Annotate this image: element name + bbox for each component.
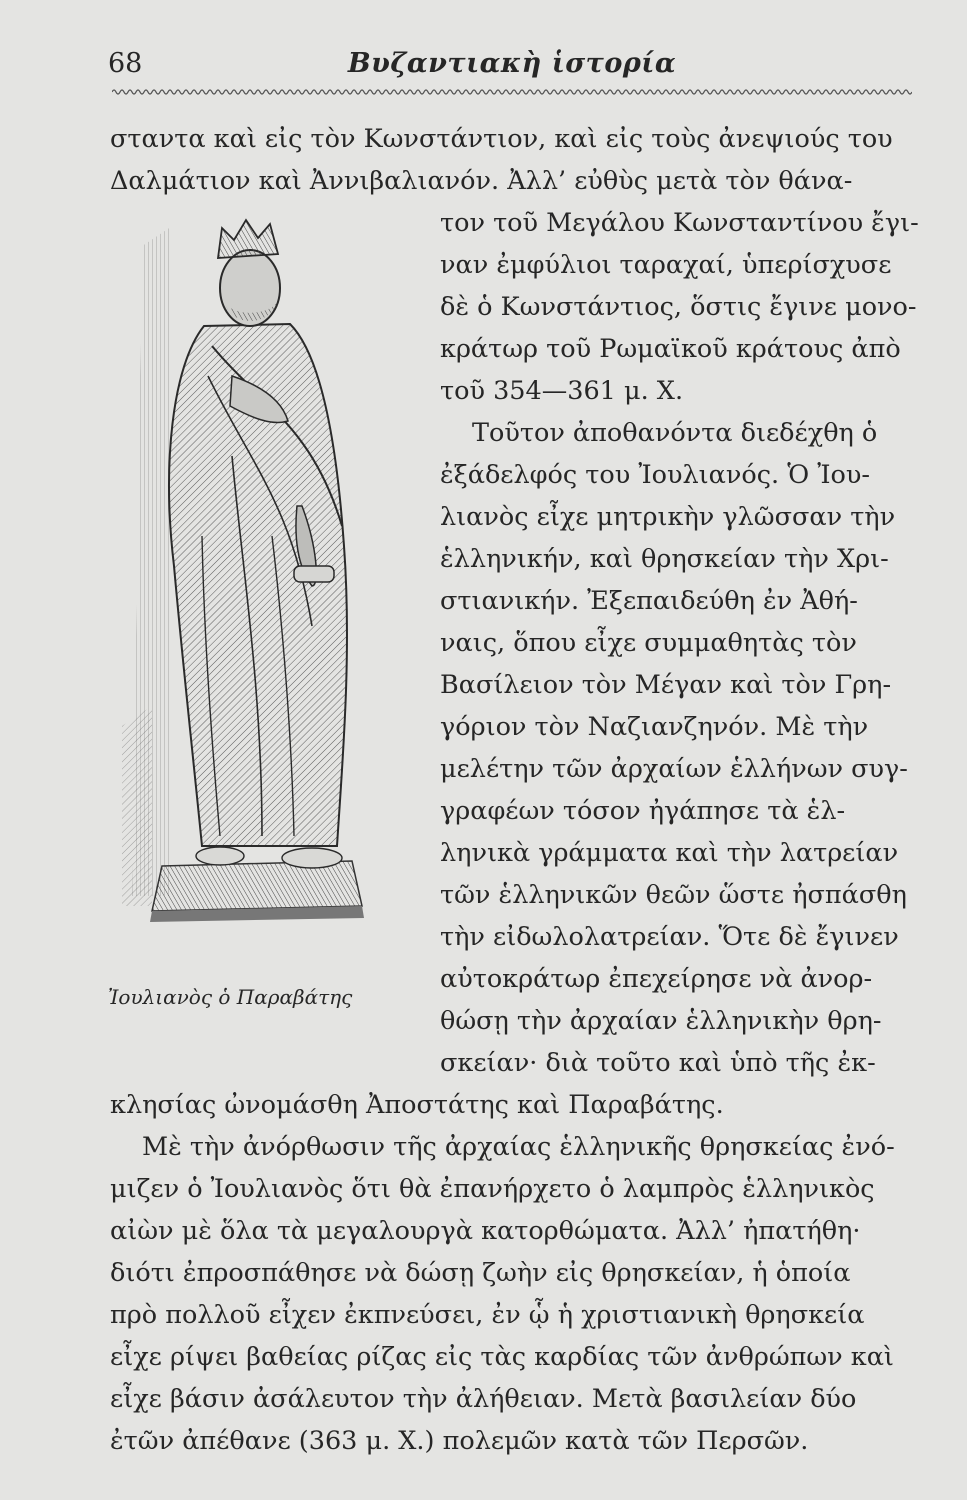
page-number: 68 xyxy=(108,48,143,79)
figure-caption: Ἰουλιανὸς ὁ Παραβάτης xyxy=(108,985,353,1009)
text-line: ἐξάδελφός του Ἰουλιανός. Ὁ Ἰου- xyxy=(440,460,870,490)
text-line: γραφέων τόσον ἠγάπησε τὰ ἑλ- xyxy=(440,796,846,826)
text-line: μιζεν ὁ Ἰουλιανὸς ὅτι θὰ ἐπανήρχετο ὁ λαμπρὸς ἑλληνικὸς xyxy=(110,1174,875,1204)
text-line: αὐτοκράτωρ ἐπεχείρησε νὰ ἀνορ- xyxy=(440,964,873,994)
text-line: εἶχε ρίψει βαθείας ρίζας εἰς τὰς καρδίας τῶν ἀνθρώπων καὶ xyxy=(110,1342,894,1372)
text-line: διότι ἐπροσπάθησε νὰ δώσῃ ζωὴν εἰς θρησκείαν, ἡ ὁποία xyxy=(110,1258,851,1288)
text-line: Τοῦτον ἀποθανόντα διεδέχθη ὁ xyxy=(472,418,878,448)
text-line: Μὲ τὴν ἀνόρθωσιν τῆς ἀρχαίας ἑλληνικῆς θρησκείας ἐνό- xyxy=(142,1132,895,1162)
text-line: τοῦ 354—361 μ. Χ. xyxy=(440,376,684,406)
text-line: ἑλληνικήν, καὶ θρησκείαν τὴν Χρι- xyxy=(440,544,889,574)
statue-of-julian-engraving-icon xyxy=(112,206,428,934)
text-line: γόριον τὸν Ναζιανζηνόν. Μὲ τὴν xyxy=(440,712,869,742)
running-title: Βυζαντιακὴ ἱστορία xyxy=(347,48,677,79)
header-wavy-rule xyxy=(112,86,912,98)
text-line: λιανὸς εἶχε μητρικὴν γλῶσσαν τὴν xyxy=(440,502,896,532)
text-line: κράτωρ τοῦ Ρωμαϊκοῦ κράτους ἀπὸ xyxy=(440,334,901,364)
text-line: αἰὼν μὲ ὅλα τὰ μεγαλουργὰ κατορθώματα. Ἀλλ’ ἠπατήθη· xyxy=(110,1216,861,1246)
text-line: τον τοῦ Μεγάλου Κωνσταντίνου ἔγι- xyxy=(440,208,919,238)
text-line: ληνικὰ γράμματα καὶ τὴν λατρείαν xyxy=(440,838,899,868)
text-line: ναν ἐμφύλιοι ταραχαί, ὑπερίσχυσε xyxy=(440,250,892,280)
text-line: Βασίλειον τὸν Μέγαν καὶ τὸν Γρη- xyxy=(440,670,892,700)
text-line: θώσῃ τὴν ἀρχαίαν ἑλληνικὴν θρη- xyxy=(440,1006,882,1036)
text-line: στιανικήν. Ἐξεπαιδεύθη ἐν Ἀθή- xyxy=(440,586,858,616)
text-line: κλησίας ὠνομάσθη Ἀποστάτης καὶ Παραβάτης. xyxy=(110,1090,724,1120)
text-line: εἶχε βάσιν ἀσάλευτον τὴν ἀλήθειαν. Μετὰ βασιλείαν δύο xyxy=(110,1384,857,1414)
text-line: Δαλμάτιον καὶ Ἀννιβαλιανόν. Ἀλλ’ εὐθὺς μετὰ τὸν θάνα- xyxy=(110,166,853,196)
text-line: σκείαν· διὰ τοῦτο καὶ ὑπὸ τῆς ἐκ- xyxy=(440,1048,876,1078)
text-line: ναις, ὅπου εἶχε συμμαθητὰς τὸν xyxy=(440,628,857,658)
text-line: ἐτῶν ἀπέθανε (363 μ. Χ.) πολεμῶν κατὰ τῶν Περσῶν. xyxy=(110,1426,809,1456)
text-line: μελέτην τῶν ἀρχαίων ἑλλήνων συγ- xyxy=(440,754,908,784)
text-line: τὴν εἰδωλολατρείαν. Ὅτε δὲ ἔγινεν xyxy=(440,922,899,952)
page-header xyxy=(108,44,916,84)
text-line: δὲ ὁ Κωνστάντιος, ὅστις ἔγινε μονο- xyxy=(440,292,917,322)
text-line: πρὸ πολλοῦ εἶχεν ἐκπνεύσει, ἐν ᾧ ἡ χριστιανικὴ θρησκεία xyxy=(110,1300,865,1330)
text-line: σταντα καὶ εἰς τὸν Κωνστάντιον, καὶ εἰς τοὺς ἀνεψιούς του xyxy=(110,124,893,154)
text-line: τῶν ἑλληνικῶν θεῶν ὥστε ἠσπάσθη xyxy=(440,880,907,910)
